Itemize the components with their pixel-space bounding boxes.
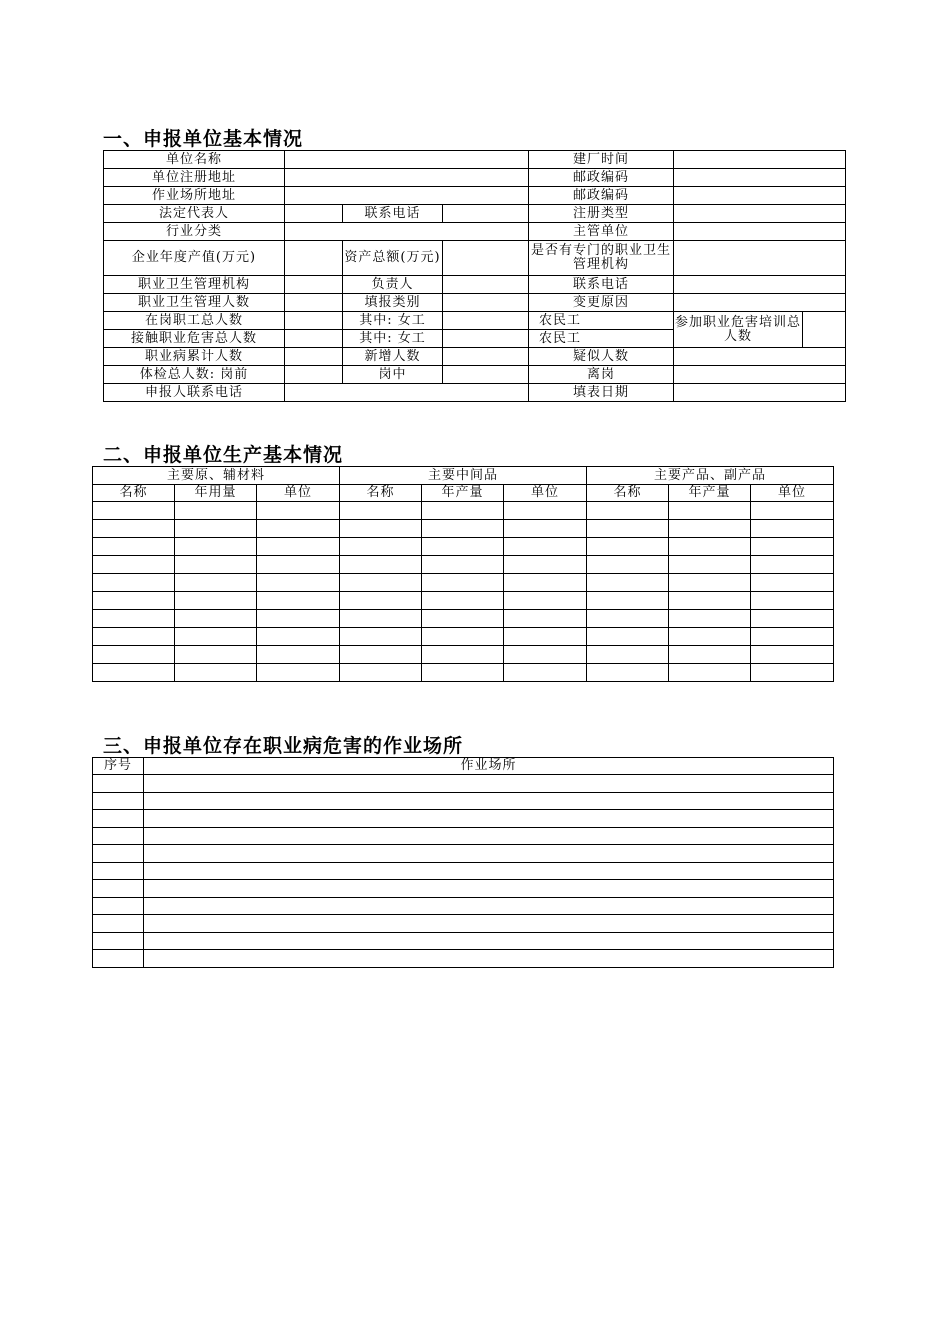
table-cell[interactable] [257, 520, 340, 538]
table-row [93, 775, 834, 793]
col-name: 名称 [93, 485, 175, 502]
col-unit: 单位 [751, 485, 834, 502]
table-row [93, 538, 834, 556]
table-cell[interactable] [504, 610, 587, 628]
table-cell[interactable] [587, 646, 669, 664]
field-total-assets[interactable] [443, 241, 529, 276]
table-cell[interactable] [93, 810, 144, 828]
field-postcode-2[interactable] [674, 187, 846, 205]
label-change-reason: 变更原因 [529, 294, 674, 312]
field-exam-pre[interactable] [285, 366, 343, 384]
table-cell[interactable] [144, 880, 834, 898]
label-suspected: 疑似人数 [529, 348, 674, 366]
table-cell[interactable] [93, 897, 144, 915]
label-training-total: 参加职业危害培训总人数 [674, 312, 803, 348]
table-cell[interactable] [751, 538, 834, 556]
table-cell[interactable] [422, 628, 504, 646]
table-cell[interactable] [751, 574, 834, 592]
table-cell[interactable] [587, 520, 669, 538]
table-row [93, 628, 834, 646]
table-cell[interactable] [669, 520, 751, 538]
table-cell[interactable] [504, 538, 587, 556]
field-reg-type[interactable] [674, 205, 846, 223]
col-serial-no: 序号 [93, 758, 144, 775]
table-cell[interactable] [93, 664, 175, 682]
table-cell[interactable] [751, 664, 834, 682]
field-industry[interactable] [285, 223, 529, 241]
table-cell[interactable] [587, 556, 669, 574]
table-cell[interactable] [340, 520, 422, 538]
table-cell[interactable] [340, 610, 422, 628]
field-reg-address[interactable] [285, 169, 529, 187]
field-person-in-charge[interactable] [443, 276, 529, 294]
table-cell[interactable] [587, 538, 669, 556]
table-cell[interactable] [257, 628, 340, 646]
field-oh-org[interactable] [285, 276, 343, 294]
col-annual-output: 年产量 [669, 485, 751, 502]
table-cell[interactable] [93, 520, 175, 538]
col-name: 名称 [340, 485, 422, 502]
table-cell[interactable] [93, 792, 144, 810]
field-suspected[interactable] [674, 348, 846, 366]
field-oh-staff[interactable] [285, 294, 343, 312]
table-cell[interactable] [257, 556, 340, 574]
table-cell[interactable] [340, 574, 422, 592]
label-exposed-total: 接触职业危害总人数 [104, 330, 285, 348]
table-cell[interactable] [751, 592, 834, 610]
table-cell[interactable] [93, 646, 175, 664]
label-legal-rep: 法定代表人 [104, 205, 285, 223]
label-supervisor: 主管单位 [529, 223, 674, 241]
table-row [93, 646, 834, 664]
table-cell[interactable] [93, 915, 144, 933]
table-cell[interactable] [422, 664, 504, 682]
table-cell[interactable] [257, 574, 340, 592]
table-cell[interactable] [751, 556, 834, 574]
label-oh-org: 职业卫生管理机构 [104, 276, 285, 294]
table-cell[interactable] [144, 897, 834, 915]
field-reporter-phone[interactable] [285, 384, 529, 402]
col-unit: 单位 [257, 485, 340, 502]
table-cell[interactable] [93, 827, 144, 845]
table-row [93, 862, 834, 880]
label-person-in-charge: 负责人 [343, 276, 443, 294]
field-legal-rep[interactable] [285, 205, 343, 223]
table-cell[interactable] [422, 610, 504, 628]
table-cell[interactable] [175, 592, 257, 610]
table-cell[interactable] [669, 628, 751, 646]
table-cell[interactable] [175, 502, 257, 520]
section3-title: 三、申报单位存在职业病危害的作业场所 [103, 735, 464, 757]
table-cell[interactable] [751, 502, 834, 520]
table-cell[interactable] [144, 932, 834, 950]
table-cell[interactable] [587, 574, 669, 592]
table-row [93, 880, 834, 898]
label-migrant-workers: 农民工 [529, 312, 674, 330]
label-exam-off: 离岗 [529, 366, 674, 384]
table-cell[interactable] [587, 610, 669, 628]
table-cell[interactable] [144, 915, 834, 933]
table-cell[interactable] [144, 827, 834, 845]
section2-title: 二、申报单位生产基本情况 [103, 444, 344, 466]
label-reg-address: 单位注册地址 [104, 169, 285, 187]
table-cell[interactable] [144, 862, 834, 880]
col-workplace: 作业场所 [144, 758, 834, 775]
field-report-type[interactable] [443, 294, 529, 312]
table-cell[interactable] [144, 775, 834, 793]
table-cell[interactable] [504, 520, 587, 538]
label-contact-phone: 联系电话 [343, 205, 443, 223]
table-row [93, 520, 834, 538]
table-cell[interactable] [422, 520, 504, 538]
table-cell[interactable] [175, 646, 257, 664]
production-table [92, 466, 834, 682]
table-cell[interactable] [340, 592, 422, 610]
table-cell[interactable] [175, 628, 257, 646]
label-exam-pre: 体检总人数: 岗前 [104, 366, 285, 384]
field-has-org[interactable] [674, 241, 846, 276]
table-cell[interactable] [257, 592, 340, 610]
table-row [93, 932, 834, 950]
workplace-table [92, 757, 834, 968]
table-row [93, 845, 834, 863]
table-cell[interactable] [504, 646, 587, 664]
table-row [93, 897, 834, 915]
table-cell[interactable] [504, 628, 587, 646]
table-cell[interactable] [93, 628, 175, 646]
table-cell[interactable] [340, 538, 422, 556]
table-cell[interactable] [669, 610, 751, 628]
table-cell[interactable] [175, 520, 257, 538]
table-cell[interactable] [93, 574, 175, 592]
field-annual-output[interactable] [285, 241, 343, 276]
label-total-assets: 资产总额(万元) [343, 241, 443, 276]
field-fill-date[interactable] [674, 384, 846, 402]
table-row [93, 950, 834, 968]
table-cell[interactable] [257, 538, 340, 556]
table-cell[interactable] [504, 592, 587, 610]
table-cell[interactable] [587, 592, 669, 610]
table-cell[interactable] [93, 862, 144, 880]
label-work-address: 作业场所地址 [104, 187, 285, 205]
col-name: 名称 [587, 485, 669, 502]
field-training-total[interactable] [803, 312, 846, 348]
field-build-time[interactable] [674, 151, 846, 169]
field-supervisor[interactable] [674, 223, 846, 241]
table-cell[interactable] [93, 538, 175, 556]
field-total-employees[interactable] [285, 312, 343, 330]
field-new-cases[interactable] [443, 348, 529, 366]
field-change-reason[interactable] [674, 294, 846, 312]
table-cell[interactable] [751, 646, 834, 664]
basic-info-table [103, 150, 846, 402]
table-cell[interactable] [422, 556, 504, 574]
label-exam-on: 岗中 [343, 366, 443, 384]
label-unit-name: 单位名称 [104, 151, 285, 169]
table-cell[interactable] [144, 845, 834, 863]
label-total-employees: 在岗职工总人数 [104, 312, 285, 330]
label-fill-date: 填表日期 [529, 384, 674, 402]
field-exposed-total[interactable] [285, 330, 343, 348]
label-build-time: 建厂时间 [529, 151, 674, 169]
table-cell[interactable] [669, 574, 751, 592]
table-row [93, 502, 834, 520]
table-cell[interactable] [340, 628, 422, 646]
label-has-org: 是否有专门的职业卫生管理机构 [529, 241, 674, 276]
table-row [93, 792, 834, 810]
table-cell[interactable] [504, 664, 587, 682]
group-products: 主要产品、副产品 [587, 467, 834, 485]
label-migrant-workers-2: 农民工 [529, 330, 674, 348]
label-report-type: 填报类别 [343, 294, 443, 312]
field-disease-total[interactable] [285, 348, 343, 366]
table-cell[interactable] [422, 502, 504, 520]
label-female-workers: 其中: 女工 [343, 312, 443, 330]
field-exam-off[interactable] [674, 366, 846, 384]
group-intermediates: 主要中间品 [340, 467, 587, 485]
table-cell[interactable] [340, 646, 422, 664]
field-exam-on[interactable] [443, 366, 529, 384]
table-cell[interactable] [257, 664, 340, 682]
group-raw-materials: 主要原、辅材料 [93, 467, 340, 485]
label-female-workers-2: 其中: 女工 [343, 330, 443, 348]
table-cell[interactable] [175, 610, 257, 628]
table-cell[interactable] [587, 664, 669, 682]
table-row [93, 574, 834, 592]
field-contact-phone-2[interactable] [674, 276, 846, 294]
field-contact-phone[interactable] [443, 205, 529, 223]
table-cell[interactable] [175, 556, 257, 574]
table-cell[interactable] [751, 610, 834, 628]
table-cell[interactable] [504, 556, 587, 574]
label-postcode: 邮政编码 [529, 169, 674, 187]
table-cell[interactable] [93, 845, 144, 863]
table-row [93, 592, 834, 610]
table-row [93, 810, 834, 828]
table-cell[interactable] [587, 502, 669, 520]
table-cell[interactable] [144, 950, 834, 968]
table-cell[interactable] [175, 664, 257, 682]
col-unit: 单位 [504, 485, 587, 502]
table-cell[interactable] [93, 880, 144, 898]
field-unit-name[interactable] [285, 151, 529, 169]
table-cell[interactable] [93, 592, 175, 610]
field-work-address[interactable] [285, 187, 529, 205]
table-cell[interactable] [422, 538, 504, 556]
table-cell[interactable] [669, 664, 751, 682]
col-annual-usage: 年用量 [175, 485, 257, 502]
section1-title: 一、申报单位基本情况 [103, 128, 304, 150]
table-cell[interactable] [257, 502, 340, 520]
table-cell[interactable] [93, 950, 144, 968]
table-cell[interactable] [669, 646, 751, 664]
table-cell[interactable] [669, 538, 751, 556]
table-row [93, 556, 834, 574]
field-female-workers[interactable] [443, 312, 529, 330]
table-row [93, 915, 834, 933]
table-cell[interactable] [422, 592, 504, 610]
field-female-workers-2[interactable] [443, 330, 529, 348]
field-postcode[interactable] [674, 169, 846, 187]
table-cell[interactable] [257, 610, 340, 628]
label-postcode-2: 邮政编码 [529, 187, 674, 205]
table-cell[interactable] [93, 775, 144, 793]
table-cell[interactable] [144, 810, 834, 828]
table-cell[interactable] [340, 556, 422, 574]
table-cell[interactable] [257, 646, 340, 664]
label-disease-total: 职业病累计人数 [104, 348, 285, 366]
table-cell[interactable] [93, 502, 175, 520]
col-annual-output: 年产量 [422, 485, 504, 502]
table-cell[interactable] [751, 520, 834, 538]
table-cell[interactable] [144, 792, 834, 810]
table-cell[interactable] [669, 556, 751, 574]
table-row [93, 827, 834, 845]
label-contact-phone-2: 联系电话 [529, 276, 674, 294]
table-cell[interactable] [422, 646, 504, 664]
label-industry: 行业分类 [104, 223, 285, 241]
table-cell[interactable] [93, 556, 175, 574]
table-cell[interactable] [93, 610, 175, 628]
table-cell[interactable] [340, 664, 422, 682]
table-row [93, 610, 834, 628]
table-cell[interactable] [504, 502, 587, 520]
table-cell[interactable] [669, 502, 751, 520]
table-cell[interactable] [587, 628, 669, 646]
table-cell[interactable] [175, 538, 257, 556]
table-cell[interactable] [751, 628, 834, 646]
label-reg-type: 注册类型 [529, 205, 674, 223]
label-new-cases: 新增人数 [343, 348, 443, 366]
table-cell[interactable] [340, 502, 422, 520]
table-row [93, 664, 834, 682]
table-cell[interactable] [422, 574, 504, 592]
label-annual-output: 企业年度产值(万元) [104, 241, 285, 276]
table-cell[interactable] [175, 574, 257, 592]
table-cell[interactable] [669, 592, 751, 610]
table-cell[interactable] [504, 574, 587, 592]
label-reporter-phone: 申报人联系电话 [104, 384, 285, 402]
table-cell[interactable] [93, 932, 144, 950]
label-oh-staff: 职业卫生管理人数 [104, 294, 285, 312]
